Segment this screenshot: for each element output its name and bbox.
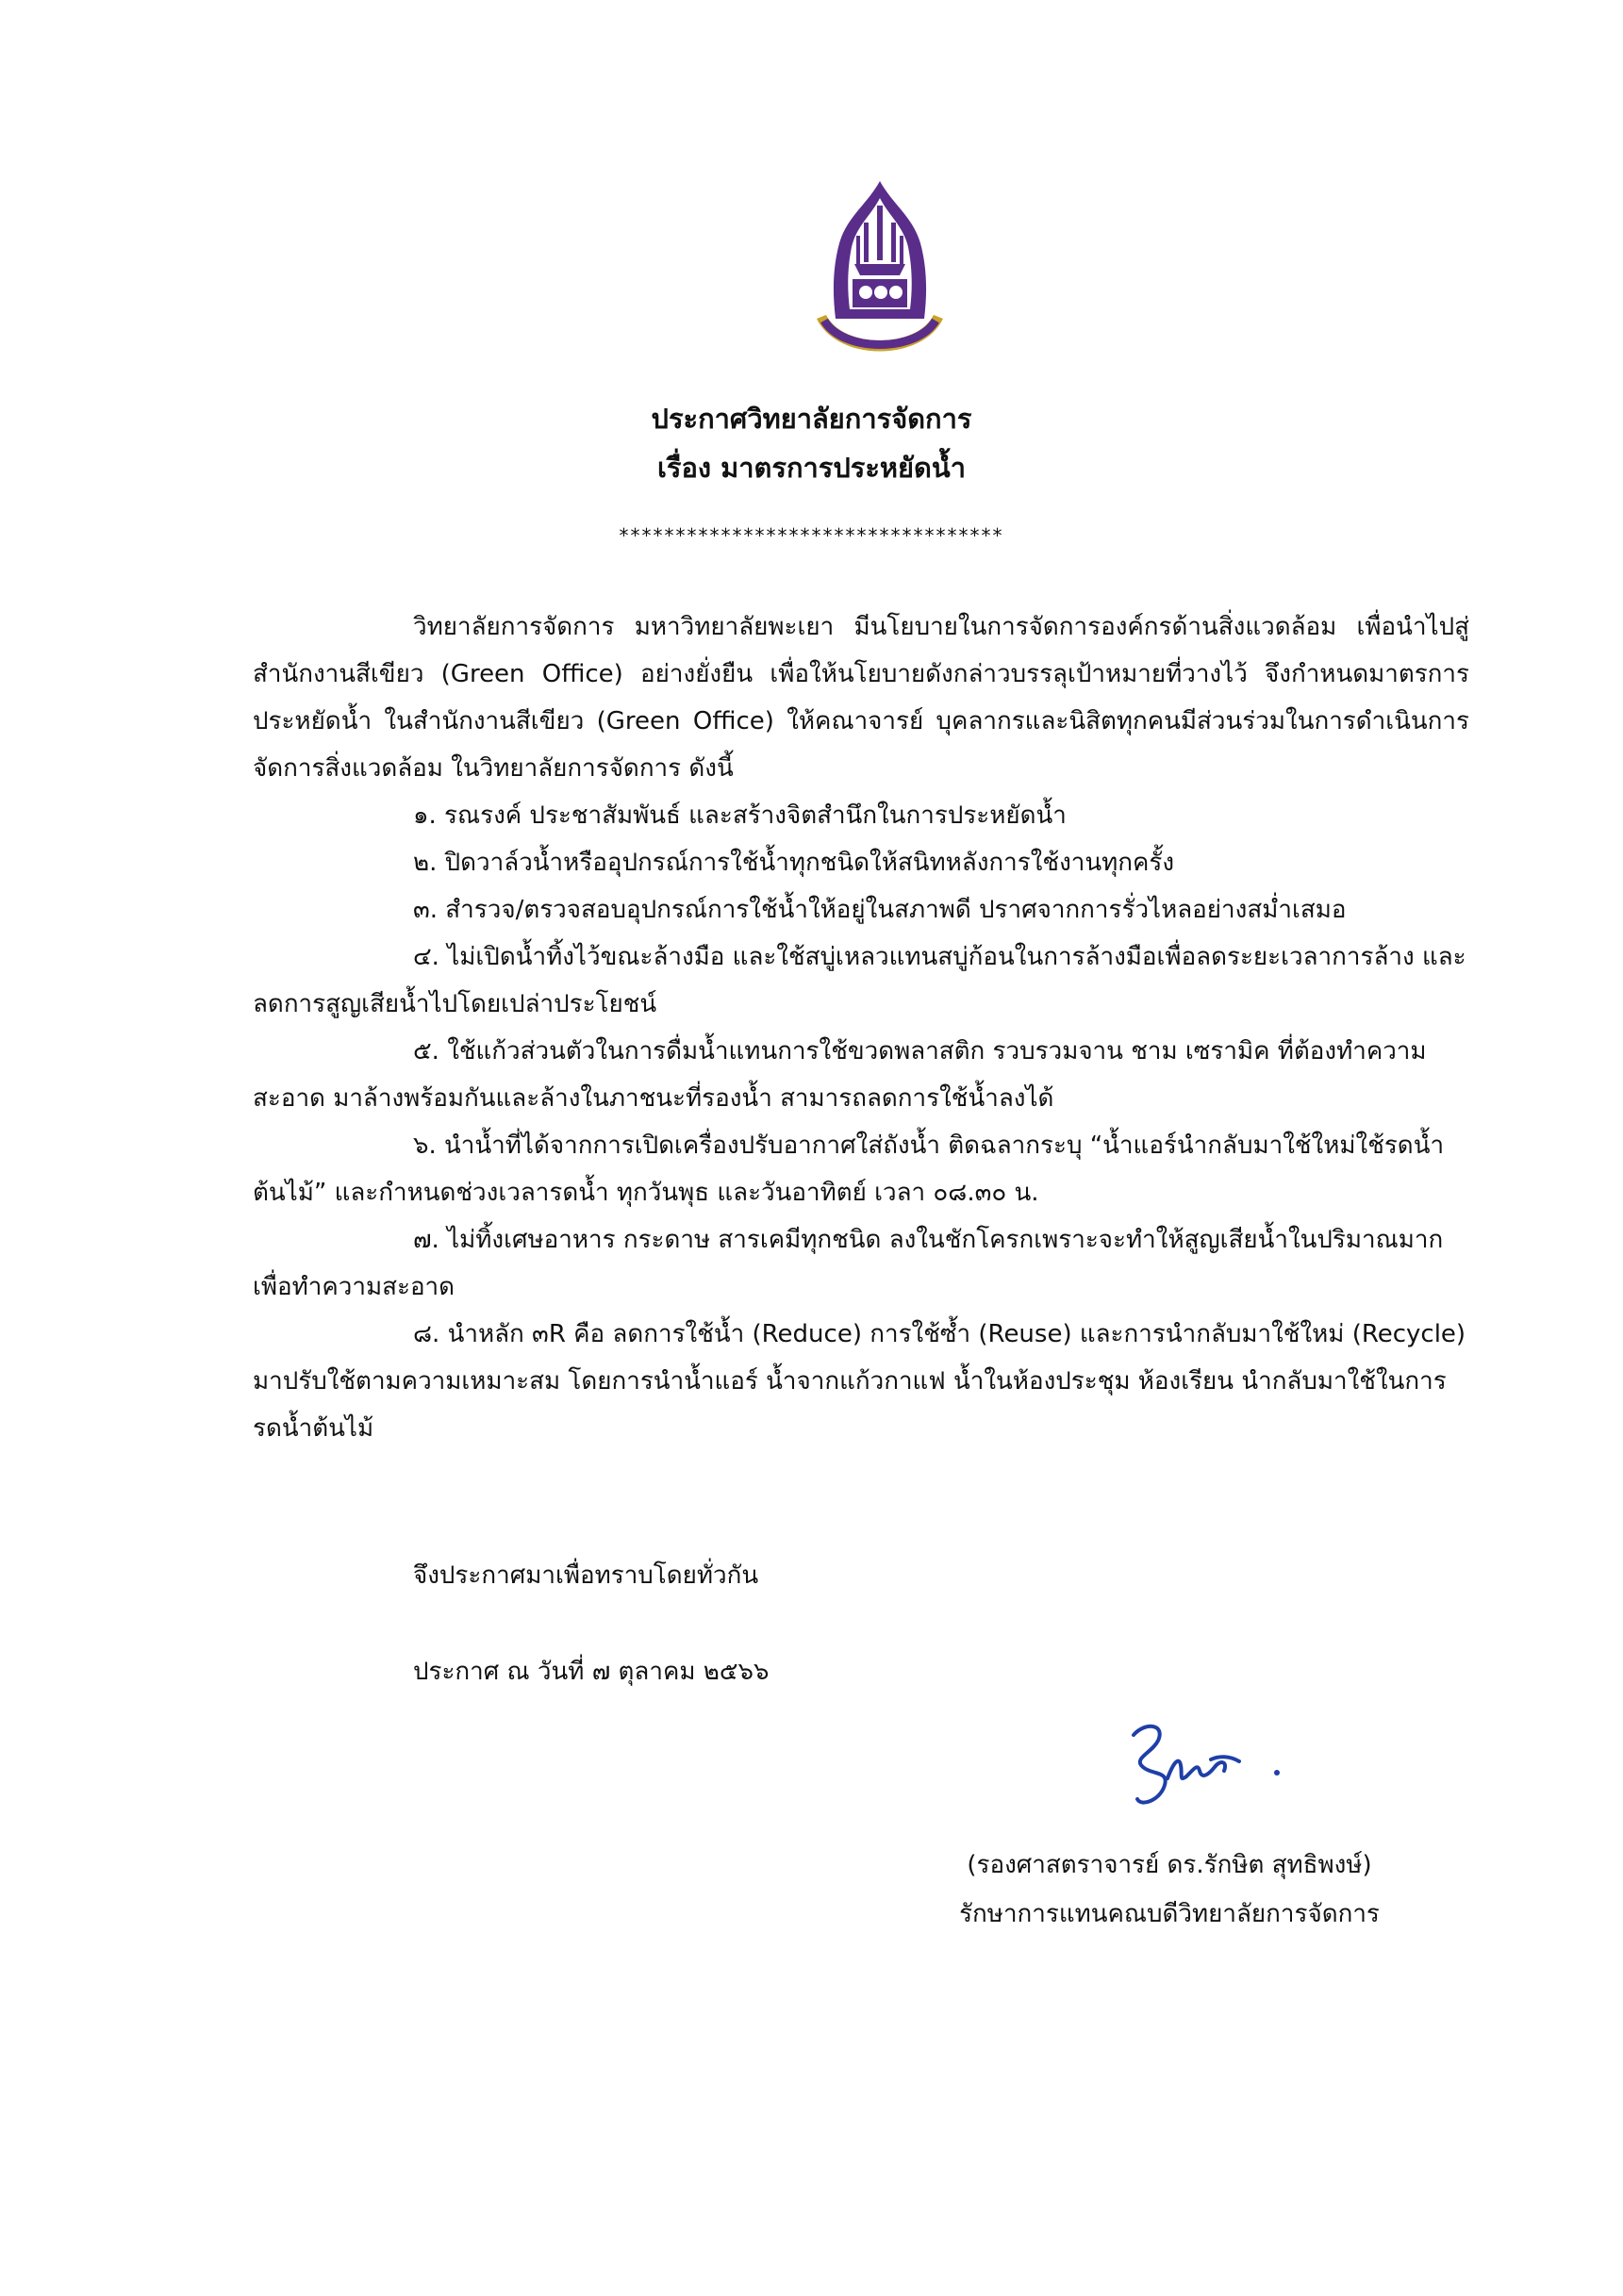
signer-block xyxy=(830,1841,1509,1939)
measure-item-8: ๘. นำหลัก ๓R คือ ลดการใช้น้ำ (Reduce) การใช้ซ้ำ (Reuse) และการนำกลับมาใช้ใหม่ (Recycle) มาปรับใช้ตามความเหมาะสม โดยการนำน้ำแอร์ น้ำจากแก้วกาแฟ น้ำในห้องประชุม ห้องเรียน นำกลับมาใช้ในการรดน้ำต้นไม้ xyxy=(253,1320,1466,1443)
closing-statement: จึงประกาศมาเพื่อทราบโดยทั่วกัน xyxy=(413,1561,759,1590)
measure-item-4: ๔. ไม่เปิดน้ำทิ้งไว้ขณะล้างมือ และใช้สบู่เหลวแทนสบู่ก้อนในการล้างมือเพื่อลดระยะเวลาการล้าง และลดการสูญเสียน้ำไปโดยเปล่าประโยชน์ xyxy=(253,943,1466,1018)
announcement-date: ประกาศ ณ วันที่ ๗ ตุลาคม ๒๕๖๖ xyxy=(413,1658,770,1686)
intro-paragraph: วิทยาลัยการจัดการ มหาวิทยาลัยพะเยา มีนโยบายในการจัดการองค์กรด้านสิ่งแวดล้อม เพื่อนำไปสู่สำนักงานสีเขียว (Green Office) อย่างยั่งยืน เพื่อให้นโยบายดังกล่าวบรรลุเป้าหมายที่วางไว้ จึงกำหนดมาตรการประหยัดน้ำ ในสำนักงานสีเขียว (Green Office) ให้คณาจารย์ บุคลากรและนิสิตทุกคนมีส่วนร่วมในการดำเนินการจัดการสิ่งแวดล้อม ในวิทยาลัยการจัดการ ดังนี้ xyxy=(253,613,1469,783)
signer-name: (รองศาสตราจารย์ ดร.รักษิต สุทธิพงษ์) xyxy=(967,1851,1372,1879)
measure-item-3: ๓. สำรวจ/ตรวจสอบอุปกรณ์การใช้น้ำให้อยู่ในสภาพดี ปราศจากการรั่วไหลอย่างสม่ำเสมอ xyxy=(413,896,1347,924)
university-seal-logo xyxy=(781,177,979,375)
signer-position: รักษาการแทนคณบดีวิทยาลัยการจัดการ xyxy=(959,1900,1380,1928)
signature xyxy=(1113,1709,1301,1822)
announcement-subject: เรื่อง มาตรการประหยัดน้ำ xyxy=(656,452,966,484)
handwritten-signature-icon xyxy=(1113,1709,1301,1822)
measure-item-6: ๖. นำน้ำที่ได้จากการเปิดเครื่องปรับอากาศใส่ถังน้ำ ติดฉลากระบุ “น้ำแอร์นำกลับมาใช้ใหม่ใช้รดน้ำต้นไม้” และกำหนดช่วงเวลารดน้ำ ทุกวันพุธ และวันอาทิตย์ เวลา ๐๘.๓๐ น. xyxy=(253,1131,1445,1207)
announcement-title: ประกาศวิทยาลัยการจัดการ xyxy=(651,403,972,435)
measures-list xyxy=(253,792,1469,1452)
announcement-header xyxy=(0,394,1623,492)
separator-line: ********************************** xyxy=(619,524,1004,547)
measure-item-1: ๑. รณรงค์ ประชาสัมพันธ์ และสร้างจิตสำนึกในการประหยัดน้ำ xyxy=(413,801,1067,830)
university-of-phayao-seal-icon xyxy=(781,177,979,375)
measure-item-7: ๗. ไม่ทิ้งเศษอาหาร กระดาษ สารเคมีทุกชนิด ลงในชักโครกเพราะจะทำให้สูญเสียน้ำในปริมาณมากเพื่อทำความสะอาด xyxy=(253,1226,1444,1301)
measure-item-5: ๕. ใช้แก้วส่วนตัวในการดื่มน้ำแทนการใช้ขวดพลาสติก รวบรวมจาน ชาม เซรามิค ที่ต้องทำความสะอาด มาล้างพร้อมกันและล้างในภาชนะที่รองน้ำ สามารถลดการใช้น้ำลงได้ xyxy=(253,1037,1427,1113)
measure-item-2: ๒. ปิดวาล์วน้ำหรืออุปกรณ์การใช้น้ำทุกชนิดให้สนิทหลังการใช้งานทุกครั้ง xyxy=(413,849,1175,877)
